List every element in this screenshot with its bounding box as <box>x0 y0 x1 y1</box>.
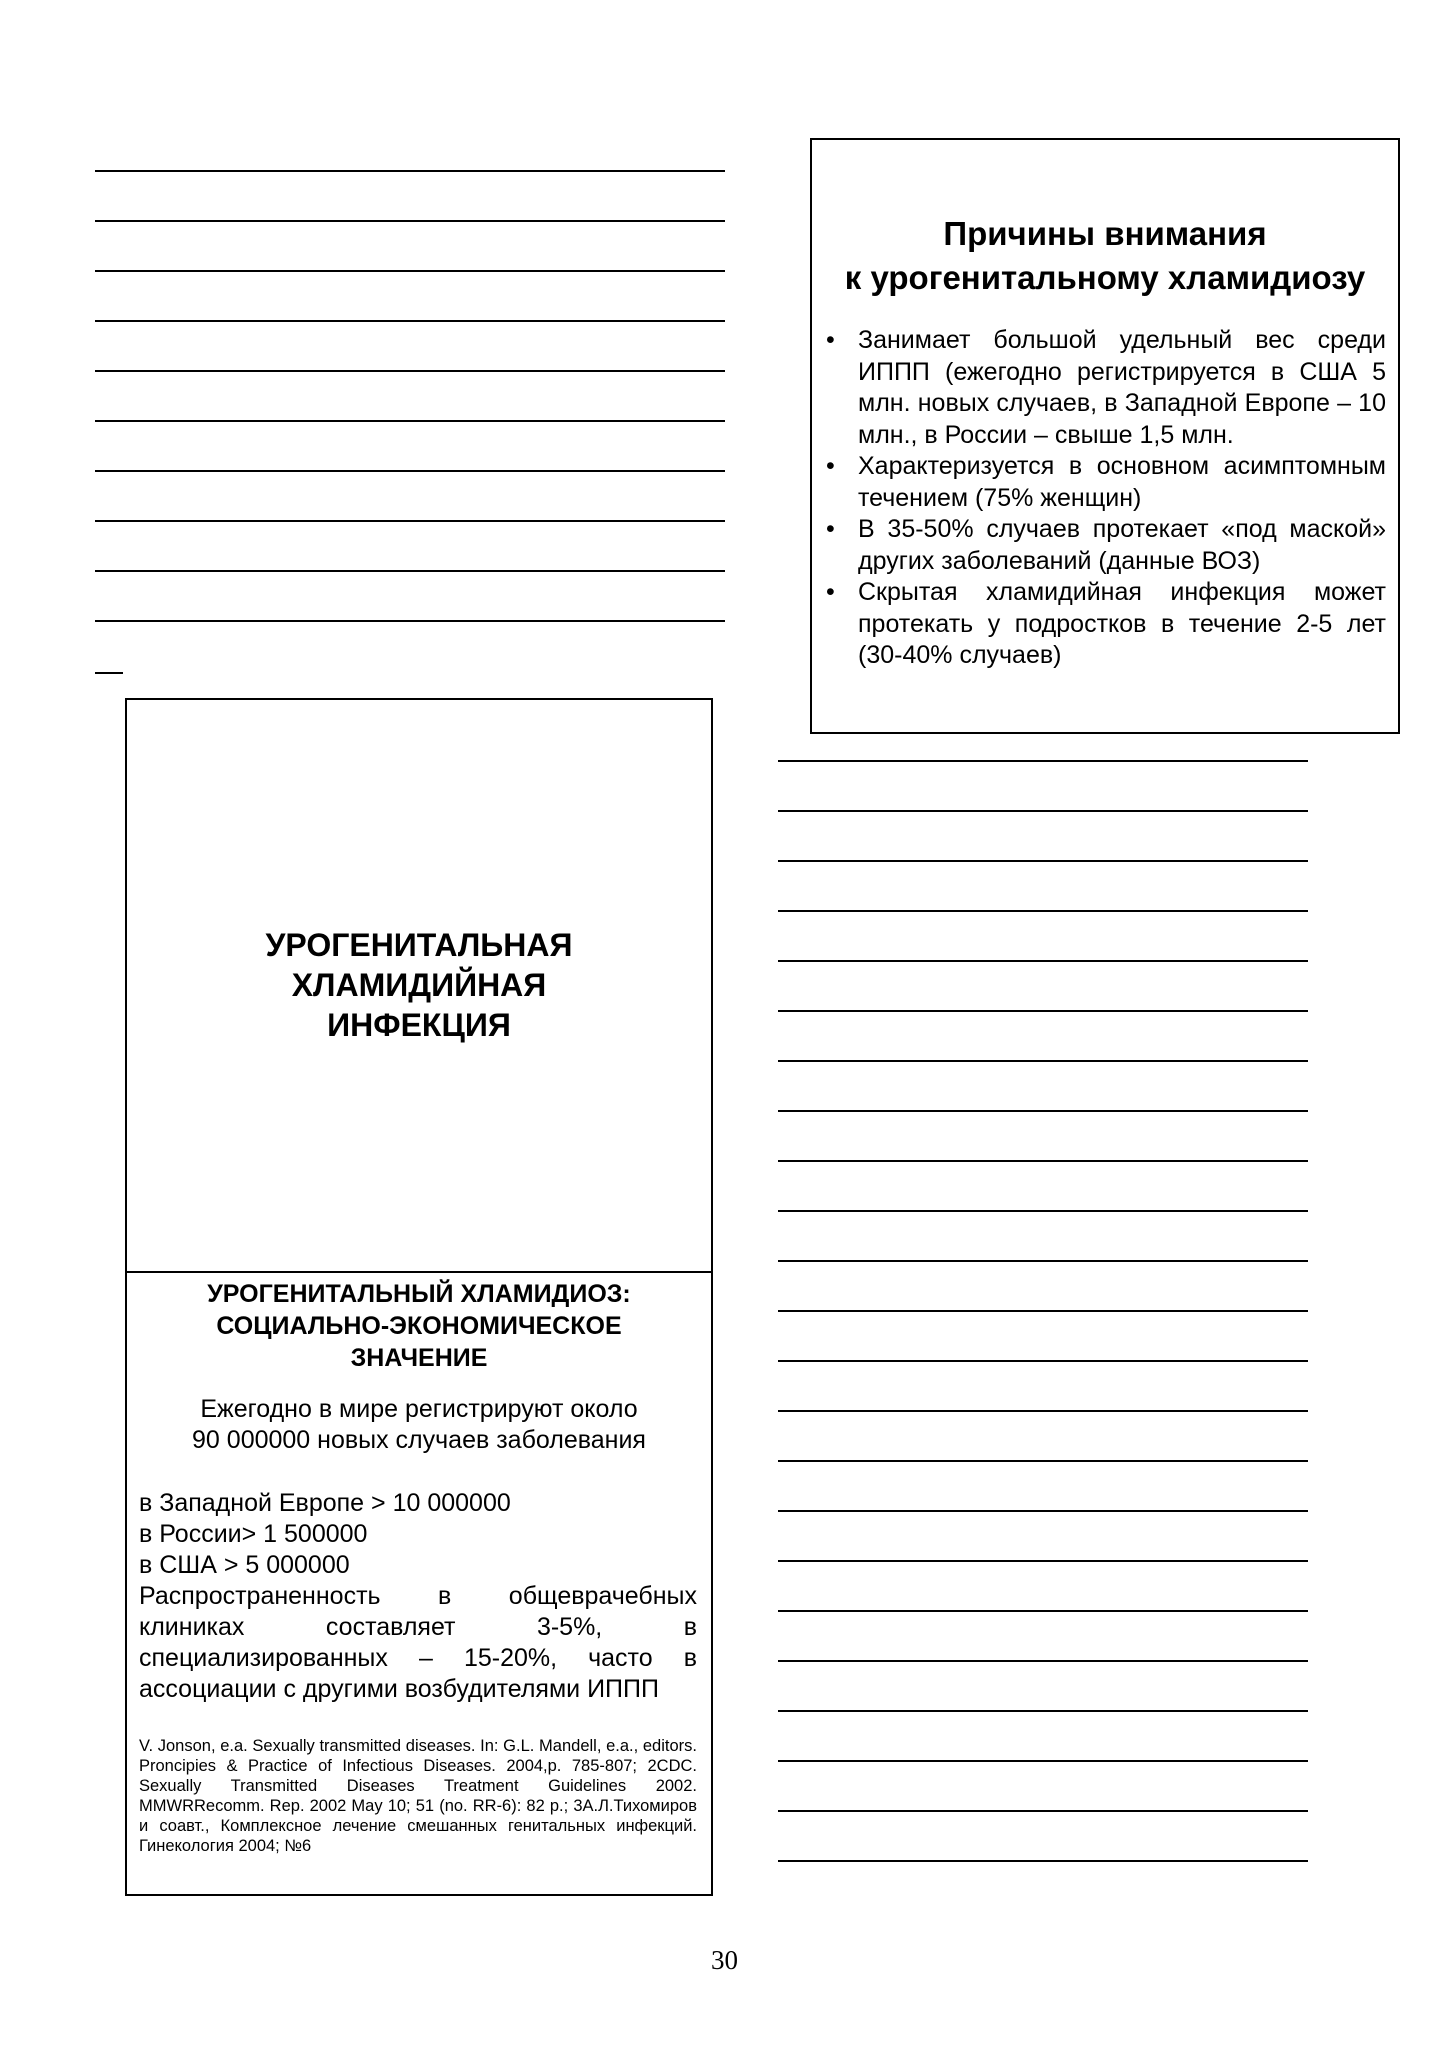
note-line <box>95 320 725 322</box>
slide-economic-title <box>127 1278 711 1374</box>
note-line <box>778 860 1308 862</box>
bullet-icon: • <box>826 326 835 354</box>
reasons-list <box>822 325 1386 672</box>
note-line <box>95 620 725 622</box>
note-line <box>778 1710 1308 1712</box>
list-item-text: В 35-50% случаев протекает «под маской» других заболеваний (данные ВОЗ) <box>858 515 1386 575</box>
note-line <box>95 470 725 472</box>
note-line <box>778 1610 1308 1612</box>
list-item-text: Занимает большой удельный вес среди ИППП (ежегодно регистрируется в США 5 млн. новых случаев, в Западной Европе – 10 млн., в России – свыше 1,5 млн. <box>858 326 1386 449</box>
heading-line: ИНФЕКЦИЯ <box>327 1007 511 1043</box>
note-line <box>95 570 725 572</box>
slide-title-heading <box>127 925 711 1045</box>
intro-line: Ежегодно в мире регистрируют около <box>200 1395 638 1423</box>
note-line <box>95 270 725 272</box>
note-line <box>778 1660 1308 1662</box>
note-line-short <box>95 672 123 674</box>
bullet-icon: • <box>826 452 835 480</box>
note-line <box>778 1310 1308 1312</box>
title-line: ЗНАЧЕНИЕ <box>350 1344 488 1372</box>
note-line <box>95 220 725 222</box>
title-line: СОЦИАЛЬНО-ЭКОНОМИЧЕСКОЕ <box>216 1312 622 1340</box>
note-line <box>778 760 1308 762</box>
intro-line: 90 000000 новых случаев заболевания <box>192 1426 646 1454</box>
title-line: Причины внимания <box>943 215 1267 252</box>
note-line <box>778 1410 1308 1412</box>
note-line <box>778 1260 1308 1262</box>
note-line <box>95 420 725 422</box>
slide-economic <box>125 1272 713 1896</box>
list-item-text: Характеризуется в основном асимптомным течением (75% женщин) <box>858 452 1386 512</box>
note-line <box>95 370 725 372</box>
title-line: УРОГЕНИТАЛЬНЫЙ ХЛАМИДИОЗ: <box>207 1280 631 1308</box>
note-line <box>778 960 1308 962</box>
heading-line: ХЛАМИДИЙНАЯ <box>291 967 547 1003</box>
slide-reasons-title <box>812 212 1398 300</box>
stat-europe: в Западной Европе > 10 000000 <box>139 1489 511 1517</box>
prevalence-text: Распространенность в общеврачебных клиниках составляет 3-5%, в специализированных – 15-20%, часто в ассоциации с другими возбудителями ИППП <box>139 1582 697 1703</box>
page-number: 30 <box>711 1945 738 1975</box>
list-item <box>822 451 1386 514</box>
bullet-icon: • <box>826 515 835 543</box>
slide-reasons <box>810 138 1400 734</box>
note-line <box>778 1510 1308 1512</box>
slide-economic-intro <box>137 1394 701 1456</box>
note-line <box>778 1160 1308 1162</box>
stat-russia: в России> 1 500000 <box>139 1520 368 1548</box>
note-line <box>778 1860 1308 1862</box>
title-line: к урогенитальному хламидиозу <box>844 259 1366 296</box>
slide-title <box>125 698 713 1273</box>
note-line <box>778 1760 1308 1762</box>
bullet-icon: • <box>826 578 835 606</box>
note-line <box>778 1560 1308 1562</box>
list-item <box>822 325 1386 451</box>
note-line <box>778 1060 1308 1062</box>
list-item <box>822 514 1386 577</box>
note-line <box>778 1010 1308 1012</box>
note-line <box>778 810 1308 812</box>
references: V. Jonson, e.a. Sexually transmitted diseases. In: G.L. Mandell, e.a., editors. Proncipies & Practice of Infectious Diseases. 2004,p. 785-807; 2CDC. Sexually Transmitted Diseases Treatment Guidelines 2002. MMWRRecomm. Rep. 2002 May 10; 51 (no. RR-6): 82 p.; 3А.Л.Тихомиров и соавт., Комплексное лечение смешанных генитальных инфекций. Гинекология 2004; №6 <box>139 1737 697 1855</box>
list-item-text: Скрытая хламидийная инфекция может протекать у подростков в течение 2-5 лет (30-40% случаев) <box>858 578 1386 669</box>
note-line <box>95 520 725 522</box>
slide-economic-stats <box>139 1488 697 1705</box>
note-line <box>95 170 725 172</box>
note-line <box>778 1110 1308 1112</box>
list-item <box>822 577 1386 672</box>
stat-usa: в США > 5 000000 <box>139 1551 350 1579</box>
note-line <box>778 1360 1308 1362</box>
heading-line: УРОГЕНИТАЛЬНАЯ <box>265 927 573 963</box>
note-line <box>778 910 1308 912</box>
note-line <box>778 1810 1308 1812</box>
note-line <box>778 1460 1308 1462</box>
note-line <box>778 1210 1308 1212</box>
